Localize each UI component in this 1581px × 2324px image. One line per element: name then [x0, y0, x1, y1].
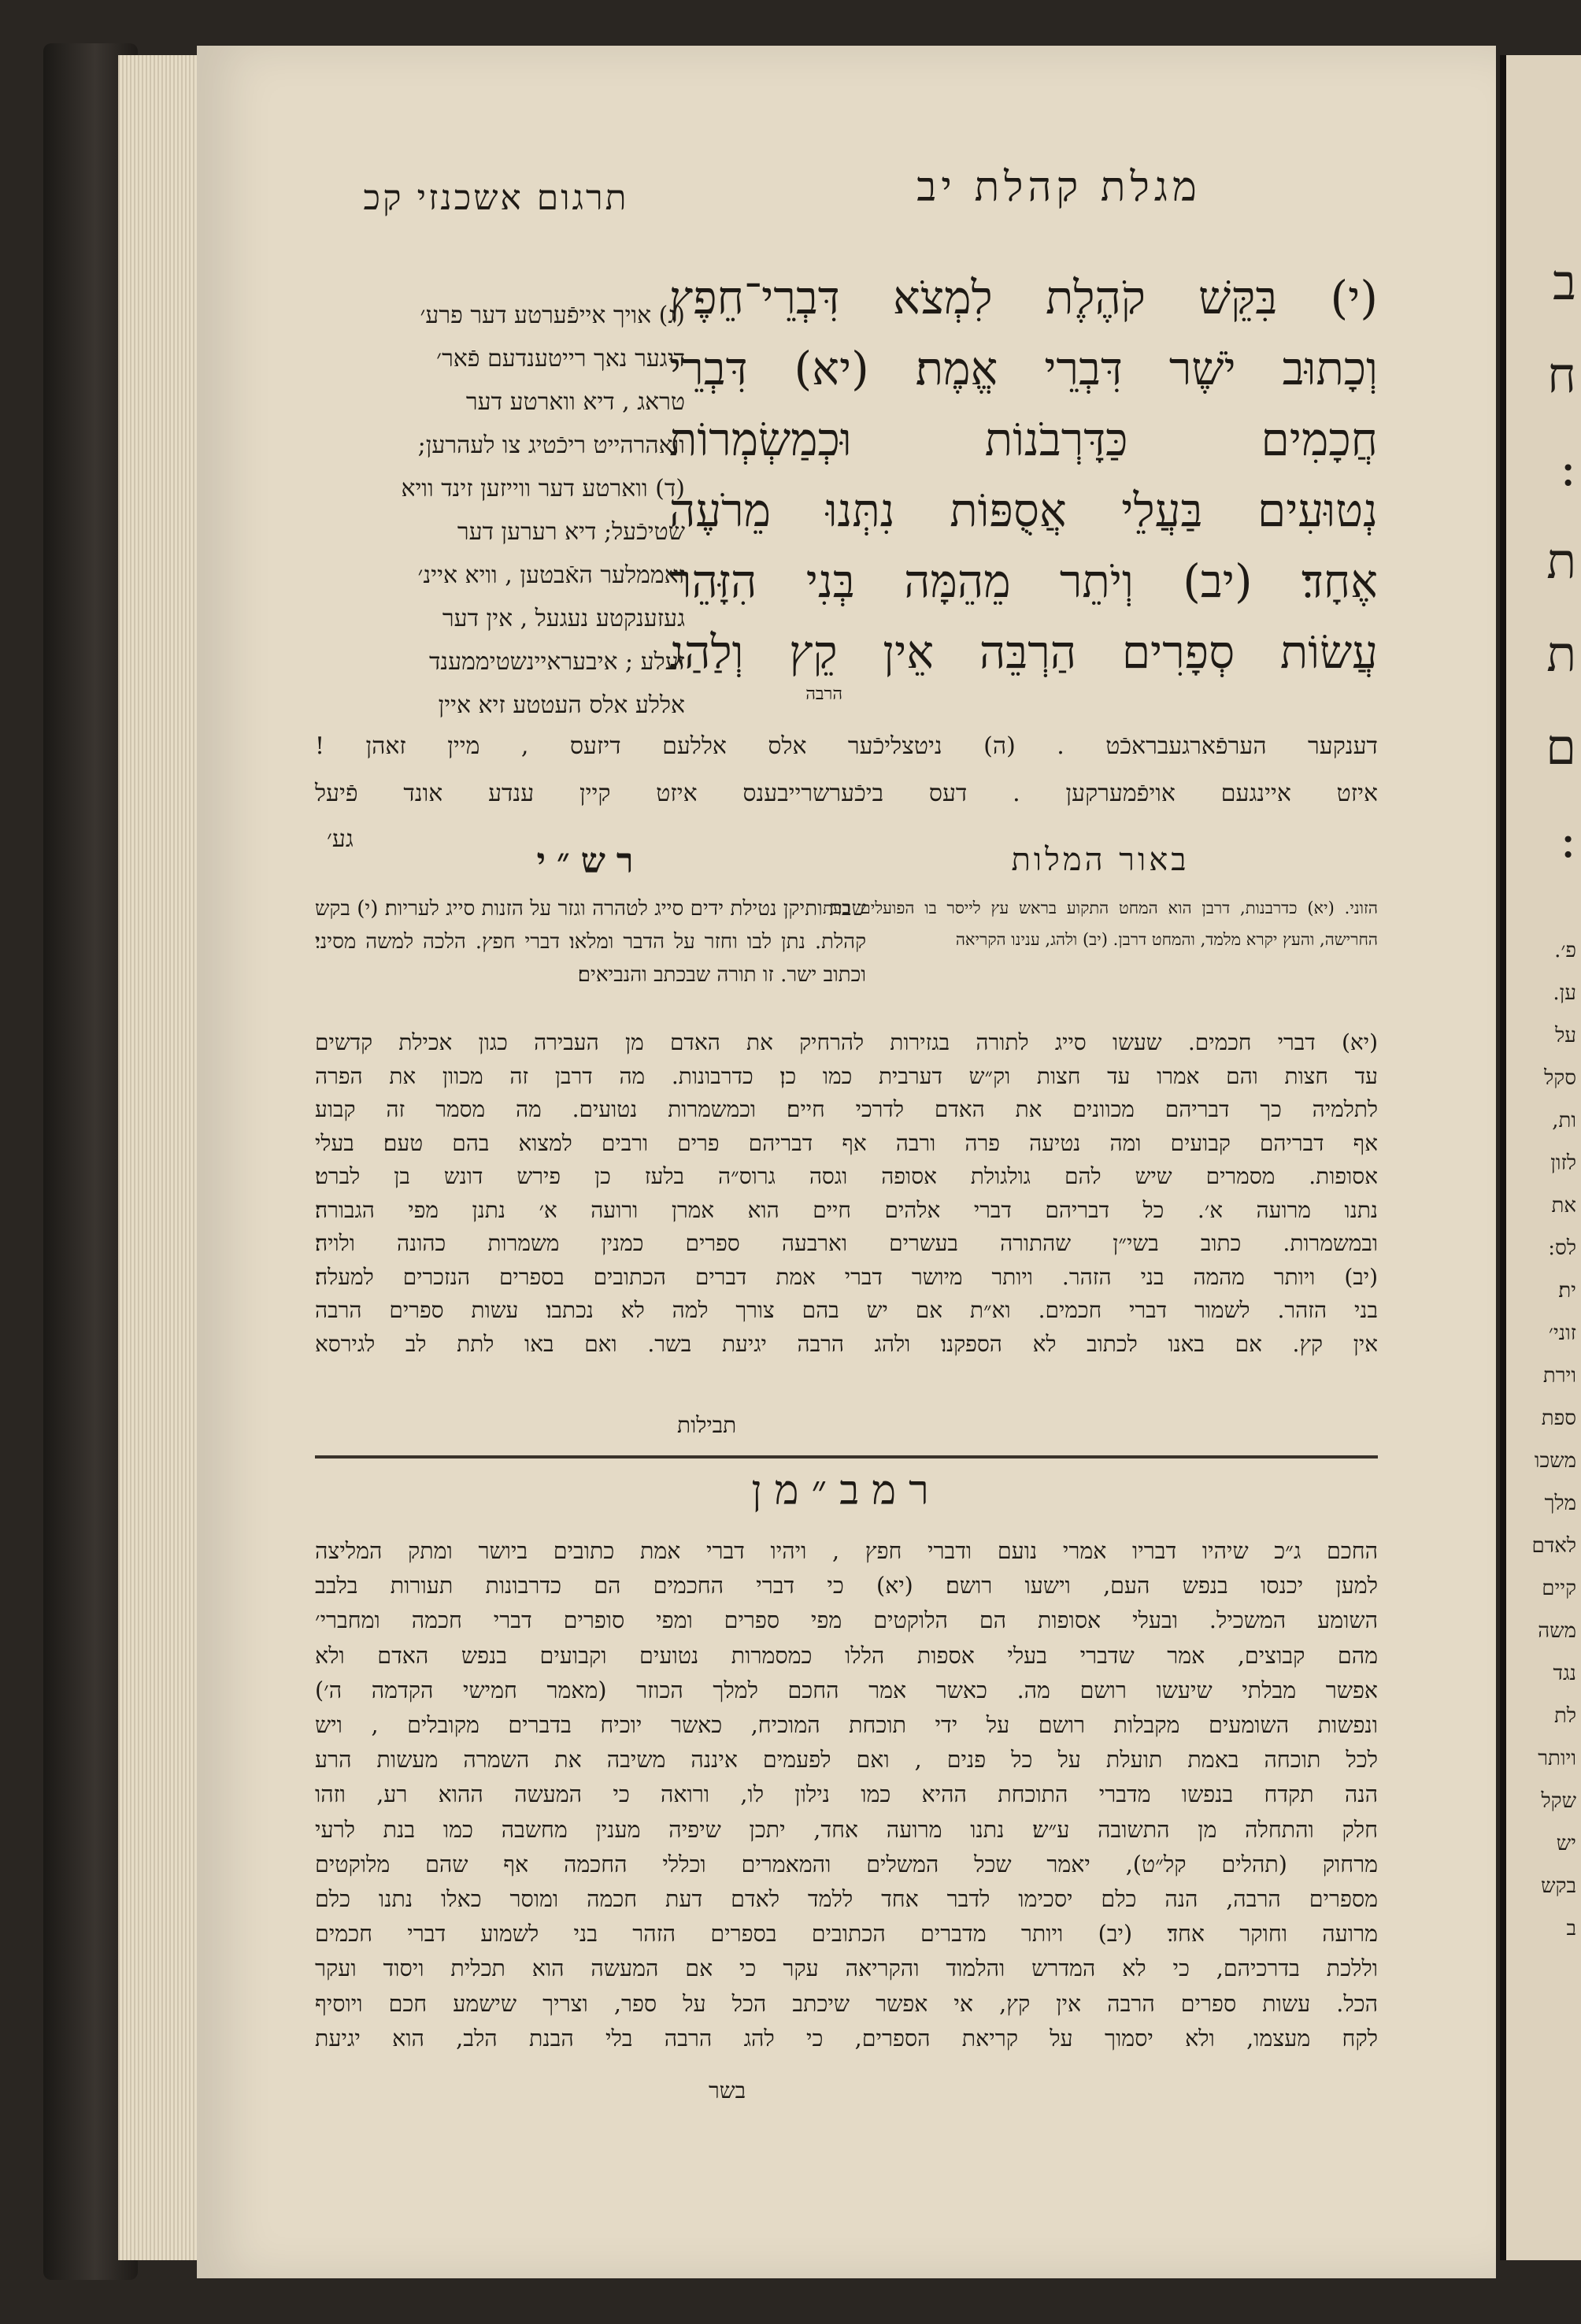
adjacent-word: ספת	[1541, 1407, 1576, 1430]
ramban-line: מרועה וחוקר אחד׃ (יב) ויותר מדברים הכתובים בספרים הזהר בני לשמוע דברי חכמים	[315, 1921, 1378, 1948]
adjacent-word: לס:	[1548, 1236, 1576, 1260]
targum-line: דענקער הערפֿארגעבראכֿט . (ה) ניטצליכֿער אלס אללעם דיזעס , מיין זאהן !	[315, 732, 1378, 760]
verse-line: וְכָתוּב יֹשֶׁר דִּבְרֵי אֱמֶת׃ (יא) דִּבְרֵי	[669, 342, 1378, 395]
adjacent-word: משכו	[1534, 1449, 1576, 1473]
targum-line: געזענקטע נעגעל , אין דער	[442, 605, 685, 632]
adjacent-glyph: ת	[1546, 532, 1576, 590]
adjacent-word: ית׃	[1558, 1279, 1576, 1303]
adjacent-glyph: ח	[1547, 347, 1576, 404]
ramban-tail: בשר	[709, 2078, 746, 2103]
biur-hamilot-heading: באור המלות	[1011, 842, 1190, 878]
section-divider	[315, 1455, 1378, 1459]
ramban-line: מרחוק (תהלים קל״ט), יאמר שכל המשלים והמאמרים וכללי החכמה אף שהם מלוקטים	[315, 1851, 1378, 1877]
rashi-tail: תבילות	[677, 1412, 737, 1438]
ramban-line: וללכת בדרכיהם, כי לא המדרש והלמוד והקריאה עקר כי אם המעשה הוא תכלית ויסוד ועקר	[315, 1955, 1378, 1982]
verse-line: עֲשׂוֹת סְפָרִים הַרְבֵּה אֵין קֵץ וְלַהַג	[669, 625, 1378, 679]
rashi-line: עד חצות והם אמרו עד חצות וק״ש דערבית כמו כן׃ כדרבונות. מה דרבן זה מכוון את הפרה	[315, 1062, 1378, 1089]
adjacent-glyph: ב	[1553, 254, 1576, 311]
ramban-line: החכם ג״כ שיהיו דבריו אמרי נועם ודברי חפץ , ויהיו דברי אמת כתובים ביושר ומתק המליצה	[315, 1538, 1378, 1564]
targum-column	[315, 294, 685, 727]
biur-hamilot-text: הזוני. (יא) כדרבנות, דרבן הוא המחט התקוע בראש עץ לייסר בו הפועלים בעת החרישה, והעץ יקרא מלמד, והמחט דרבן. (יב) ולהג, ענינו הקריאה	[823, 899, 1378, 949]
book-page	[197, 46, 1496, 2278]
adjacent-word: לת	[1553, 1704, 1576, 1728]
ramban-line: לקח מעצמו, ולא יסמוך על קריאת הספרים, כי להג הרבה בלי הבנת הלב, הוא יגיעת	[315, 2025, 1378, 2052]
rashi-line: (יב) ויותר מהמה בני הזהר. ויותר מיושר דברי אמת דברים הכתובים בספרים הנזכרים למעלה׃	[315, 1263, 1378, 1290]
ramban-line: הנה תקדח בנפשו מדברי התוכחת ההיא כמו נילון לו, ורואה כי המעשה ההוא רע, וזהו	[315, 1781, 1378, 1808]
ramban-line: הכל. עשות ספרים הרבה אין קץ, אי אפשר שיכתב הכל על ספר, וצריך שישמע חכם ויוסיף	[315, 1990, 1378, 2017]
page-header-targum: תרגום אשכנזי קכ	[363, 178, 629, 218]
adjacent-glyph: ת	[1546, 625, 1576, 683]
rashi-line: אסופות. מסמרים שיש להם גולגולת אסופה וגסה גרוס״ה בלעז כן פירש דונש בן לברט׃	[315, 1163, 1378, 1189]
targum-line: טראג , דיא ווארטע דער	[465, 388, 685, 416]
ramban-line: לכל תוכחה באמת תועלת על כל פנים , ואם לפעמים איננה משיבה את השמרה מעשות הרע	[315, 1747, 1378, 1774]
ramban-line: אפשר מבלתי שיעשו רושם מה. כאשר אמר החכם למלך הכוזר (מאמר חמישי הקדמה ה׳)	[315, 1677, 1378, 1703]
rashi-line: בני הזהר. לשמור דברי חכמים. וא״ת אם יש בהם צורך למה לא נכתבו׃ עשות ספרים הרבה	[315, 1297, 1378, 1323]
main-verse-text	[669, 262, 1378, 688]
page-header-megillah: מגלת קהלת יב	[916, 164, 1201, 211]
verse-line: (י) בִּקֵּשׁ קֹהֶלֶת לִמְצֹא דִּבְרֵי־חֵפֶץ	[669, 271, 1378, 324]
adjacent-word: זוני׳	[1548, 1321, 1576, 1345]
targum-line: (ג) אויך אייפֿערטע דער פרע׳	[420, 302, 685, 329]
rashi-line: אף דבריהם קבועים ומה נטיעה פרה ורבה אף דבריהם פרים ורבים למצוא בהם טעם׃ בעלי	[315, 1129, 1378, 1156]
ramban-line: חלק והתחלה מן התשובה ע״ש׃ נתנו מרועה אחד, יתכן שיפיה מענין מחשבה כמו בנת לרעי	[315, 1816, 1378, 1843]
rashi-line: לתלמיה כך דבריהם מכוונים את האדם לדרכי חיים׃ וכמשמרות נטועים. מה מסמר זה קבוע	[315, 1096, 1378, 1122]
rashi-line: (יא) דברי חכמים. שעשו סייג לתורה בגזירות להרחיק את האדם מן העבירה כגון אכילת קדשים	[315, 1029, 1379, 1055]
targum-line: אללע אלס העטטע זיא איין	[438, 691, 685, 719]
adjacent-word: ען.	[1553, 981, 1576, 1005]
targum-line: דיגער נאך רייטענדעם פֿאר׳	[436, 345, 685, 373]
ramban-line: מהם קבוצים, אמר שדברי בעלי אספות הללו כמסמרות נטועים וקבועים בנפש האדם ולא	[315, 1642, 1378, 1669]
rashi-line: אין קץ. אם באנו לכתוב לא הספקנו׃ ולהג הרבה יגיעת בשר. ואם באו לתת לב לגירסא	[315, 1330, 1378, 1357]
page-edges	[118, 55, 205, 2260]
ramban-heading: רמב״מן	[751, 1467, 942, 1514]
adjacent-word: וירת	[1542, 1364, 1576, 1388]
adjacent-word: לזון	[1550, 1151, 1576, 1175]
rashi-top-text: שבת ותיקן נטילת ידים סייג לטהרה וגזר על הזנות סייג לעריות׃ (י) בקש קהלת. נתן לבו וחזר על הדבר ומלאו׃ דברי חפץ. הלכה למשה מסיני׃ וכתוב ישר. זו תורה שבכתב והנביאים׃	[315, 897, 866, 987]
adjacent-word: ות,	[1552, 1109, 1576, 1132]
adjacent-glyph: :	[1560, 439, 1576, 497]
ramban-line: השומע המשכיל. ובעלי אסופות הם הלוקטים מפי ספרים ומפי סופרים דברי חכמה ומחברי׳	[315, 1607, 1378, 1634]
rashi-line: נתנו מרועה א׳. כל דבריהם דברי אלהים חיים הוא אמרן ורועה א׳ נתנן מפי הגבורה׃	[315, 1196, 1378, 1223]
ramban-commentary	[315, 1534, 1378, 2056]
targum-line: וואהרהייט ריכֿטיג צו לעהרען;	[417, 432, 685, 459]
adjacent-word: מלך	[1544, 1492, 1576, 1515]
rashi-line: ובמשמרות. כתוב בשי״ן שהתורה בעשרים וארבעה ספרים כמנין משמרות כהונה ולויה׃	[315, 1230, 1378, 1256]
adjacent-word: ויותר	[1538, 1747, 1576, 1770]
targum-line: זעלע ; איבעראיינשטיממענד	[428, 648, 685, 676]
targum-line: שטיכֿעל; דיא רערען דער	[457, 518, 685, 546]
verse-line: אֶחָד׃ (יב) וְיֹתֵר מֵהֵמָּה בְּנִי הִזָּהֵר	[669, 554, 1378, 608]
ramban-line: למען יכנסו בנפש העם, וישעו רושם׃ (יא) כי דברי החכמים הם כדרבונות תעורות בלבב	[315, 1573, 1378, 1599]
adjacent-glyph: :	[1560, 811, 1576, 869]
targum-tail: גע׳	[327, 825, 354, 853]
ramban-line: מספרים הרבה, הנה כלם יסכימו לדבר אחד ללמד לאדם דעת חכמה ומוסר כאלו נתנו כלם	[315, 1886, 1378, 1913]
adjacent-word: סקל	[1544, 1066, 1576, 1090]
rashi-commentary	[315, 1026, 1378, 1361]
rashi-heading: רש״י	[536, 841, 645, 881]
adjacent-page-fragment	[1500, 55, 1581, 2260]
adjacent-word: יש	[1556, 1832, 1576, 1855]
adjacent-word: את	[1551, 1194, 1576, 1218]
verse-line: נְטוּעִים בַּעֲלֵי אֲסֻפּוֹת נִתְּנוּ מֵרֹעֶה	[669, 484, 1378, 537]
adjacent-word: על	[1555, 1024, 1576, 1047]
adjacent-word: פ׳.	[1554, 939, 1576, 962]
verse-line: חֲכָמִים כַּדָּרְבֹנוֹת וּכְמַשְׂמְרוֹת	[669, 413, 1378, 466]
adjacent-glyph: ם	[1546, 718, 1576, 776]
adjacent-word: שקל	[1541, 1789, 1576, 1813]
targum-line: איזט איינגעם אויפֿמערקען . דעס ביכֿערשרייבענס איזט קיין ענדע אונד פֿיעל	[315, 780, 1378, 807]
adjacent-word: לאדם	[1531, 1534, 1576, 1558]
adjacent-word: נגד	[1553, 1662, 1576, 1685]
targum-line: (ד) ווארטע דער ווייזען זינד וויא	[401, 475, 685, 502]
targum-line: זאממלער האֿבטען , וויא איינ׳	[417, 562, 685, 589]
adjacent-word: משה	[1538, 1619, 1576, 1643]
targum-continuation	[315, 723, 1378, 817]
adjacent-word: ב	[1566, 1917, 1576, 1940]
margin-note: הרבה	[805, 684, 842, 704]
ramban-line: ונפשות השומעים מקבלות רושם על ידי תוכחת המוכיח, כאשר יוכיח בדברים מקובלים , ויש	[315, 1712, 1378, 1739]
adjacent-word: בקש	[1541, 1874, 1576, 1898]
adjacent-word: קיים	[1542, 1577, 1576, 1600]
